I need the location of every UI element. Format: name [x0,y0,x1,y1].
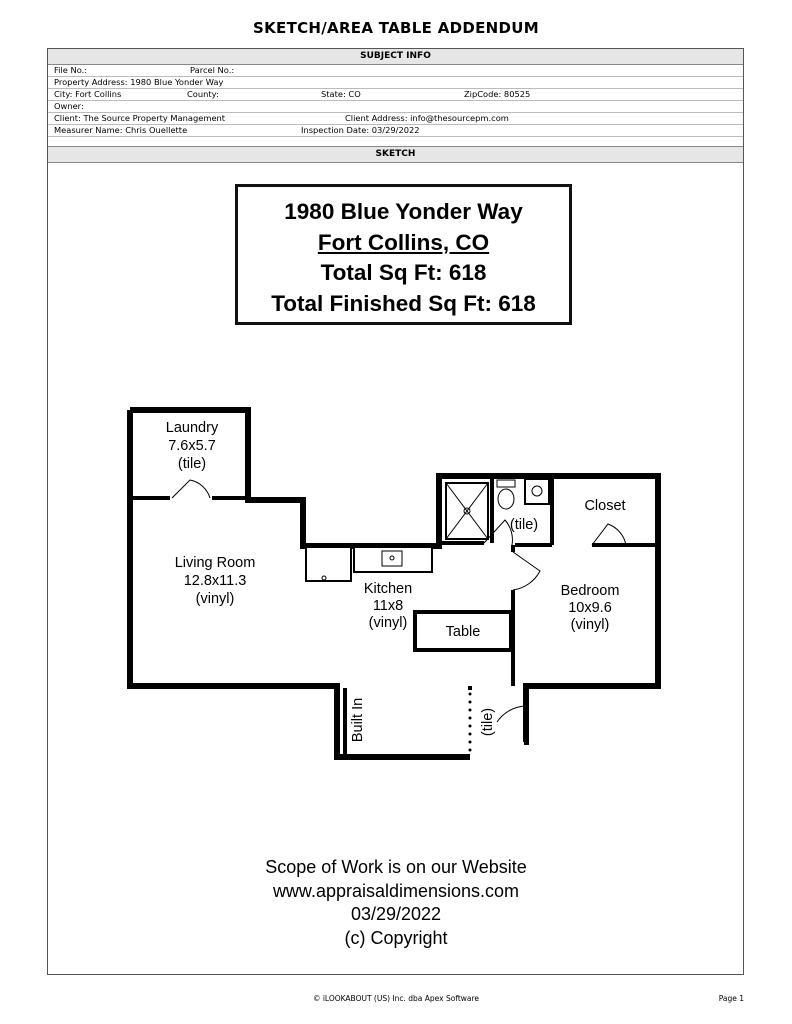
bedroom-name: Bedroom [560,583,620,599]
client: Client: The Source Property Management [54,113,226,123]
closet-door [592,524,626,545]
entry-threshold-dots [469,693,472,752]
closet-name: Closet [584,498,626,514]
title-address: 1980 Blue Yonder Way [284,199,523,224]
living-room-size: 12.8x11.3 [183,573,247,589]
entry-finish: (tile) [480,707,496,737]
living-room-name: Living Room [174,555,256,571]
parcel-no-label: Parcel No.: [190,65,235,75]
title-city: Fort Collins, CO [317,229,490,255]
laundry-name: Laundry [165,420,219,436]
scope-of-work [200,856,592,950]
range [306,547,351,581]
owner-label: Owner: [54,101,84,111]
state: State: CO [321,89,361,99]
property-address: Property Address: 1980 Blue Yonder Way [54,77,224,87]
title-total-sqft: Total Sq Ft: 618 [320,260,487,285]
file-no-label: File No.: [54,65,88,75]
zipcode: ZipCode: 80525 [464,89,531,99]
client-address: Client Address: info@thesourcepm.com [345,113,509,123]
document-title: SKETCH/AREA TABLE ADDENDUM [253,19,539,37]
laundry-size: 7.6x5.7 [168,438,216,454]
inspection-date: Inspection Date: 03/29/2022 [301,125,420,135]
kitchen-finish: (vinyl) [368,615,408,631]
measurer-name: Measurer Name: Chris Ouellette [54,125,188,135]
scope-date: 03/29/2022 [350,904,442,924]
bath-sink [525,479,549,504]
copyright-notice: (c) Copyright [344,927,448,948]
county-label: County: [187,89,219,99]
footer-page-number: Page 1 [718,994,744,1003]
laundry-finish: (tile) [177,456,207,472]
bath-finish: (tile) [509,517,539,533]
subject-info-header: SUBJECT INFO [48,49,743,65]
living-room-finish: (vinyl) [195,591,235,607]
kitchen-name: Kitchen [363,581,413,597]
title-finished-sqft: Total Finished Sq Ft: 618 [271,290,536,316]
bedroom-door [513,552,540,590]
bedroom-size: 10x9.6 [568,600,612,616]
website-url: www.appraisaldimensions.com [272,880,520,901]
toilet [498,489,514,509]
laundry-door [172,480,210,498]
footer-vendor: © iLOOKABOUT (US) Inc. dba Apex Software [312,994,480,1003]
city: City: Fort Collins [54,89,122,99]
sketch-header: SKETCH [48,146,743,163]
scope-line: Scope of Work is on our Website [265,857,527,877]
table-label: Table [445,624,481,640]
kitchen-size: 11x8 [372,598,404,614]
bedroom-finish: (vinyl) [570,617,610,633]
entry-door [497,706,526,742]
built-in-label: Built In [350,697,366,743]
